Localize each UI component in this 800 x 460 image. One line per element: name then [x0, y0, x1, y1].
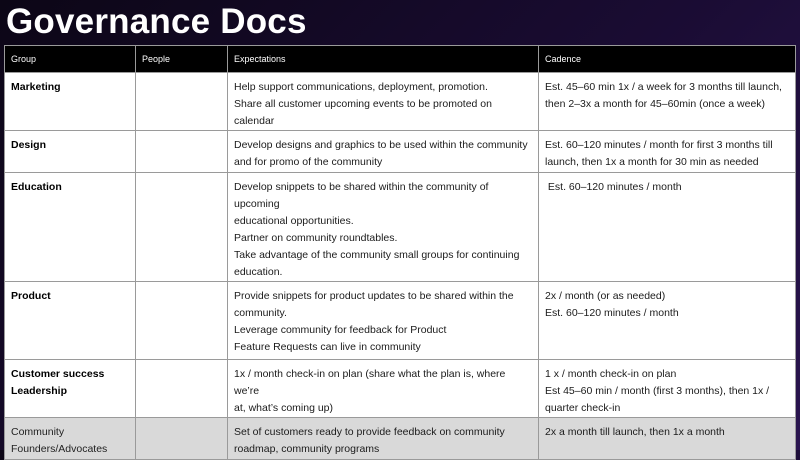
expectation-line: Share all customer upcoming events to be promoted on calendar [234, 98, 492, 127]
group-cell [5, 173, 136, 282]
expectation-line: community. [234, 307, 287, 319]
expectations-cell [228, 173, 539, 282]
table-row [5, 173, 796, 282]
people-cell [136, 418, 228, 460]
expectation-line: Leverage community for feedback for Product [234, 324, 447, 336]
expectation-line: Develop designs and graphics to be used within the community [234, 139, 528, 151]
cadence-line: quarter check-in [545, 402, 621, 414]
group-name: Product [11, 290, 51, 302]
cadence-cell [539, 73, 796, 131]
group-name: Education [11, 181, 62, 193]
expectation-line: Feature Requests can live in community [234, 341, 421, 353]
header-group: Group [5, 46, 136, 73]
page-title: Governance Docs [6, 2, 307, 41]
cadence-line: launch, then 1x a month for 30 min as needed [545, 156, 759, 168]
expectation-line: Develop snippets to be shared within the community of upcoming [234, 181, 489, 210]
expectation-line: Provide snippets for product updates to be shared within the [234, 290, 514, 302]
group-cell [5, 360, 136, 418]
expectation-line: and for promo of the community [234, 156, 383, 168]
table-row [5, 418, 796, 460]
header-cadence: Cadence [539, 46, 796, 73]
cadence-line: 2x / month (or as needed) [545, 290, 666, 302]
cadence-line: Est. 60–120 minutes / month [545, 307, 679, 319]
expectations-cell [228, 360, 539, 418]
cadence-line: Est. 45–60 min 1x / a week for 3 months till launch, [545, 81, 782, 93]
people-cell [136, 73, 228, 131]
table-header-row [5, 46, 796, 73]
table-row [5, 360, 796, 418]
people-cell [136, 131, 228, 173]
expectation-line: education. [234, 266, 283, 278]
cadence-line: 2x a month till launch, then 1x a month [545, 426, 725, 438]
expectation-line: Help support communications, deployment, promotion. [234, 81, 488, 93]
header-people: People [136, 46, 228, 73]
expectations-cell [228, 282, 539, 360]
group-name: Marketing [11, 81, 61, 93]
expectation-line: 1x / month check-in on plan (share what the plan is, where we’re [234, 368, 506, 397]
expectation-line: roadmap, community programs [234, 443, 380, 455]
group-name: Founders/Advocates [11, 443, 108, 455]
cadence-line: 1 x / month check-in on plan [545, 368, 677, 380]
people-cell [136, 282, 228, 360]
expectation-line: at, what’s coming up) [234, 402, 334, 414]
cadence-cell [539, 418, 796, 460]
expectations-cell [228, 418, 539, 460]
group-cell [5, 73, 136, 131]
table-row [5, 73, 796, 131]
expectation-line: Set of customers ready to provide feedback on community [234, 426, 505, 438]
people-cell [136, 173, 228, 282]
cadence-line: Est. 60–120 minutes / month [545, 181, 682, 193]
expectations-cell [228, 73, 539, 131]
expectation-line: Partner on community roundtables. [234, 232, 398, 244]
header-expectations: Expectations [228, 46, 539, 73]
table-row [5, 131, 796, 173]
expectations-cell [228, 131, 539, 173]
table-row [5, 282, 796, 360]
expectation-line: educational opportunities. [234, 215, 354, 227]
group-name: Community [11, 426, 65, 438]
group-cell [5, 418, 136, 460]
group-cell [5, 131, 136, 173]
cadence-cell [539, 131, 796, 173]
people-cell [136, 360, 228, 418]
cadence-line: then 2–3x a month for 45–60min (once a week) [545, 98, 766, 110]
cadence-cell [539, 360, 796, 418]
group-name: Design [11, 139, 47, 151]
governance-table [4, 45, 796, 460]
cadence-line: Est. 60–120 minutes / month for first 3 months till [545, 139, 773, 151]
group-cell [5, 282, 136, 360]
group-name: Customer success [11, 368, 105, 380]
cadence-line: Est 45–60 min / month (first 3 months), then 1x / [545, 385, 770, 397]
cadence-cell [539, 282, 796, 360]
expectation-line: Take advantage of the community small groups for continuing [234, 249, 520, 261]
cadence-cell [539, 173, 796, 282]
group-name: Leadership [11, 385, 68, 397]
